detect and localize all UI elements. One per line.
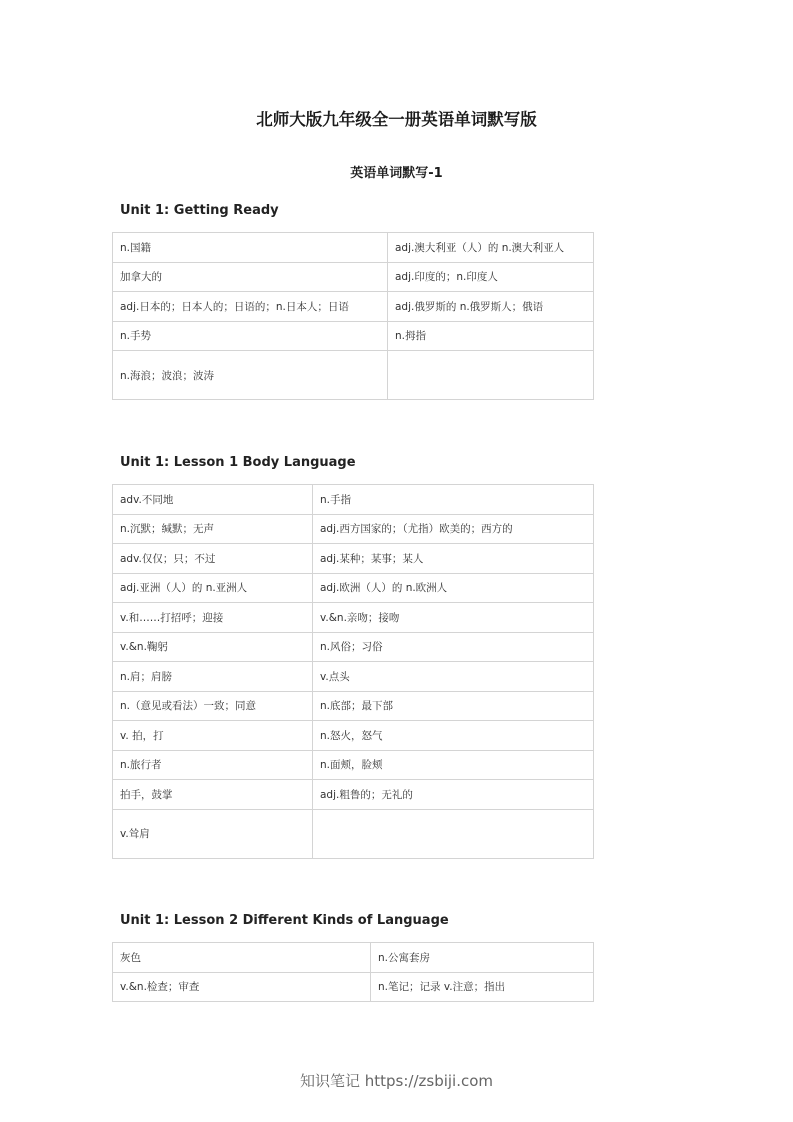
table-cell: n.底部；最下部 xyxy=(313,691,594,721)
table-cell: n.国籍 xyxy=(113,233,388,263)
table-cell: v.点头 xyxy=(313,662,594,692)
table-cell: n.旅行者 xyxy=(113,750,313,780)
table-cell: n.怒火，怒气 xyxy=(313,721,594,751)
table-cell: n.（意见或看法）一致；同意 xyxy=(113,691,313,721)
table-cell: adj.某种；某事；某人 xyxy=(313,544,594,574)
table-cell: n.手势 xyxy=(113,321,388,351)
table-row xyxy=(113,943,594,973)
table-row xyxy=(113,603,594,633)
table-cell: v.耸肩 xyxy=(113,809,313,858)
table-cell: v.&n.亲吻；接吻 xyxy=(313,603,594,633)
table-cell: n.沉默；缄默；无声 xyxy=(113,514,313,544)
table-cell: v. 拍，打 xyxy=(113,721,313,751)
table-row xyxy=(113,351,594,400)
table-row xyxy=(113,514,594,544)
table-row xyxy=(113,691,594,721)
table-cell xyxy=(313,809,594,858)
table-cell: v.和……打招呼；迎接 xyxy=(113,603,313,633)
table-row xyxy=(113,544,594,574)
table-cell: n.海浪；波浪；波涛 xyxy=(113,351,388,400)
table-cell: n.风俗；习俗 xyxy=(313,632,594,662)
document-subtitle: 英语单词默写-1 xyxy=(350,166,443,181)
table-row xyxy=(113,662,594,692)
table-row xyxy=(113,809,594,858)
table-row xyxy=(113,780,594,810)
vocab-table-different-kinds xyxy=(112,942,594,1002)
table-cell: n.手指 xyxy=(313,485,594,515)
table-cell: v.&n.鞠躬 xyxy=(113,632,313,662)
table-cell: v.&n.检查；审查 xyxy=(113,972,371,1002)
table-cell: adv.不同地 xyxy=(113,485,313,515)
table-cell: adj.澳大利亚（人）的 n.澳大利亚人 xyxy=(388,233,594,263)
table-cell: 拍手，鼓掌 xyxy=(113,780,313,810)
vocab-table-body-language xyxy=(112,484,594,859)
table-row xyxy=(113,262,594,292)
footer-watermark: 知识笔记 https://zsbiji.com xyxy=(299,1072,494,1090)
table-cell: n.肩；肩膀 xyxy=(113,662,313,692)
table-row xyxy=(113,750,594,780)
table-cell: adj.欧洲（人）的 n.欧洲人 xyxy=(313,573,594,603)
table-row xyxy=(113,233,594,263)
table-cell: 加拿大的 xyxy=(113,262,388,292)
table-row xyxy=(113,292,594,322)
table-cell: adj.俄罗斯的 n.俄罗斯人；俄语 xyxy=(388,292,594,322)
table-row xyxy=(113,721,594,751)
vocab-table-getting-ready xyxy=(112,232,594,400)
table-cell: adj.粗鲁的；无礼的 xyxy=(313,780,594,810)
table-cell: n.拇指 xyxy=(388,321,594,351)
document-title: 北师大版九年级全一册英语单词默写版 xyxy=(256,110,537,129)
table-cell: adj.亚洲（人）的 n.亚洲人 xyxy=(113,573,313,603)
table-cell: 灰色 xyxy=(113,943,371,973)
table-row xyxy=(113,485,594,515)
section-heading-body-language: Unit 1: Lesson 1 Body Language xyxy=(120,455,356,470)
table-cell: n.笔记；记录 v.注意；指出 xyxy=(371,972,594,1002)
table-cell: adv.仅仅；只；不过 xyxy=(113,544,313,574)
table-row xyxy=(113,321,594,351)
table-cell: adj.西方国家的；（尤指）欧美的；西方的 xyxy=(313,514,594,544)
table-cell: adj.印度的；n.印度人 xyxy=(388,262,594,292)
table-cell: n.面颊，脸颊 xyxy=(313,750,594,780)
table-row xyxy=(113,573,594,603)
section-heading-getting-ready: Unit 1: Getting Ready xyxy=(120,203,279,218)
table-row xyxy=(113,632,594,662)
table-cell: n.公寓套房 xyxy=(371,943,594,973)
section-heading-different-kinds: Unit 1: Lesson 2 Different Kinds of Language xyxy=(120,913,449,928)
table-cell xyxy=(388,351,594,400)
table-cell: adj.日本的；日本人的；日语的；n.日本人；日语 xyxy=(113,292,388,322)
table-row xyxy=(113,972,594,1002)
